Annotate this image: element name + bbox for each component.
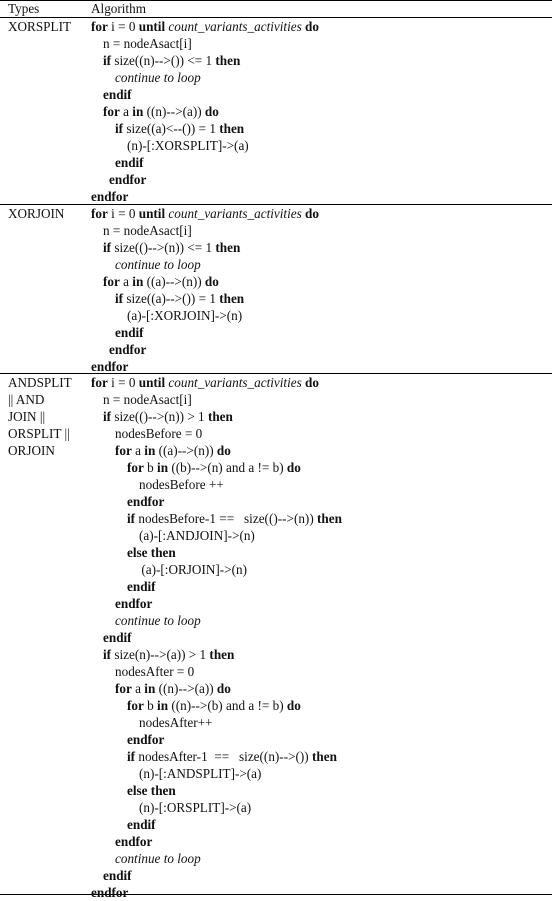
keyword: until <box>138 19 166 34</box>
keyword: in <box>132 104 144 119</box>
keyword: endfor <box>109 172 147 187</box>
header-types: Types <box>8 1 40 16</box>
keyword: for <box>115 681 132 696</box>
code-text: b <box>143 698 158 713</box>
algorithm-line <box>103 646 234 663</box>
algorithm-line <box>91 374 319 391</box>
algorithm-line <box>103 239 240 256</box>
algorithm-line <box>115 663 194 680</box>
code-text: (n)-[:XORSPLIT]->(a) <box>127 138 249 153</box>
keyword: if <box>103 240 112 255</box>
code-text: i = 0 <box>107 375 139 390</box>
keyword: then <box>215 240 241 255</box>
algorithm-line <box>103 391 192 408</box>
code-text: i = 0 <box>107 19 139 34</box>
keyword: endfor <box>115 596 153 611</box>
italic-text: continue to loop <box>115 613 201 628</box>
code-text: a <box>119 274 133 289</box>
code-text: nodesAfter = 0 <box>115 664 195 679</box>
keyword: do <box>204 104 219 119</box>
code-text: size(n)-->(a)) > 1 <box>111 647 210 662</box>
algorithm-line <box>139 476 224 493</box>
algorithm-line <box>127 493 164 510</box>
code-text: ((n)-->(b) and a != b) <box>168 698 287 713</box>
algorithm-line <box>103 86 132 103</box>
table-top-rule <box>0 0 552 1</box>
keyword: else then <box>127 545 176 560</box>
keyword: endif <box>103 630 132 645</box>
code-text: a <box>119 104 133 119</box>
keyword: if <box>103 53 112 68</box>
algorithm-line <box>115 833 152 850</box>
keyword: else then <box>127 783 176 798</box>
keyword: in <box>144 681 156 696</box>
keyword: for <box>127 698 144 713</box>
keyword: endfor <box>115 834 153 849</box>
italic-text: continue to loop <box>115 851 201 866</box>
keyword: for <box>115 443 132 458</box>
code-text: (a)-[:XORJOIN]->(n) <box>127 308 243 323</box>
keyword: if <box>103 647 112 662</box>
code-text: size(()-->(n)) > 1 <box>111 409 208 424</box>
algorithm-line <box>139 799 251 816</box>
type-label-line: XORJOIN <box>8 206 65 221</box>
code-text: nodesBefore = 0 <box>115 426 203 441</box>
algorithm-line <box>127 510 342 527</box>
keyword: for <box>91 206 108 221</box>
keyword: in <box>157 460 169 475</box>
algorithm-line <box>115 324 144 341</box>
keyword: if <box>127 511 136 526</box>
algorithm-line <box>109 341 146 358</box>
type-label-line: JOIN || <box>8 409 46 424</box>
code-text: a <box>131 681 145 696</box>
keyword: if <box>115 121 124 136</box>
keyword: then <box>317 511 342 526</box>
keyword: endif <box>103 87 132 102</box>
code-text: (n)-[:ANDSPLIT]->(a) <box>139 766 262 781</box>
header-algorithm: Algorithm <box>91 1 146 16</box>
code-text: a <box>131 443 145 458</box>
type-label-line: ANDSPLIT <box>8 375 72 390</box>
type-label-line: ORJOIN <box>8 443 55 458</box>
algorithm-line <box>127 544 176 561</box>
keyword: endif <box>127 817 156 832</box>
keyword: do <box>286 460 301 475</box>
algorithm-line <box>127 307 242 324</box>
code-text: nodesBefore-1 == size(()-->(n)) <box>135 511 318 526</box>
code-text: size((n)-->()) <= 1 <box>111 53 216 68</box>
algorithm-line <box>115 680 231 697</box>
keyword: for <box>91 375 108 390</box>
algorithm-line <box>91 188 128 205</box>
algorithm-line <box>115 425 202 442</box>
algorithm-line <box>103 35 192 52</box>
keyword: until <box>138 375 166 390</box>
code-text: i = 0 <box>107 206 139 221</box>
algorithm-line <box>91 358 128 375</box>
algorithm-line <box>127 137 249 154</box>
row-type-xorjoin <box>8 205 64 222</box>
code-text: size(()-->(n)) <= 1 <box>111 240 216 255</box>
keyword: do <box>305 19 319 34</box>
algorithm-line <box>141 561 247 578</box>
keyword: endfor <box>127 732 165 747</box>
algorithm-line <box>115 120 244 137</box>
keyword: then <box>215 53 241 68</box>
algorithm-line <box>103 222 192 239</box>
keyword: for <box>103 104 120 119</box>
algorithm-line <box>103 52 240 69</box>
keyword: then <box>207 409 233 424</box>
algorithm-line <box>127 578 156 595</box>
code-text: size((a)<--()) = 1 <box>123 121 220 136</box>
algorithm-line <box>103 273 219 290</box>
algorithm-line <box>139 714 212 731</box>
algorithm-line <box>115 612 201 629</box>
keyword: endif <box>115 155 144 170</box>
keyword: endfor <box>91 359 129 374</box>
keyword: then <box>209 647 235 662</box>
keyword: for <box>127 460 144 475</box>
keyword: then <box>219 121 245 136</box>
keyword: in <box>157 698 169 713</box>
algorithm-line <box>115 850 201 867</box>
code-text: (a)-[:ORJOIN]->(n) <box>141 562 247 577</box>
algorithm-line <box>127 748 337 765</box>
italic-text: count_variants_activities <box>168 206 302 221</box>
keyword: endfor <box>109 342 147 357</box>
keyword: in <box>144 443 156 458</box>
italic-text: count_variants_activities <box>168 375 302 390</box>
algorithm-line <box>115 595 152 612</box>
keyword: do <box>204 274 219 289</box>
keyword: endif <box>115 325 144 340</box>
keyword: if <box>103 409 112 424</box>
italic-text: continue to loop <box>115 257 201 272</box>
keyword: if <box>127 749 136 764</box>
algorithm-line <box>127 459 301 476</box>
algorithm-line <box>115 256 201 273</box>
code-text: n = nodeAsact[i] <box>103 36 192 51</box>
keyword: do <box>216 681 231 696</box>
algorithm-line <box>139 527 255 544</box>
keyword: for <box>91 19 108 34</box>
code-text: (a)-[:ANDJOIN]->(n) <box>139 528 255 543</box>
keyword: do <box>305 206 319 221</box>
algorithm-line <box>127 697 301 714</box>
code-text: ((a)-->(n)) <box>143 274 205 289</box>
algorithm-line <box>115 69 201 86</box>
keyword: do <box>305 375 319 390</box>
code-text: nodesBefore ++ <box>139 477 224 492</box>
keyword: endfor <box>127 494 165 509</box>
type-label-line: || AND <box>8 392 45 407</box>
keyword: do <box>216 443 231 458</box>
algorithm-line <box>103 629 132 646</box>
algorithm-line <box>115 442 231 459</box>
code-text: ((n)-->(a)) <box>143 104 205 119</box>
italic-text: count_variants_activities <box>168 19 302 34</box>
algorithm-line <box>127 816 156 833</box>
algorithm-line <box>91 18 319 35</box>
code-text: n = nodeAsact[i] <box>103 392 192 407</box>
algorithm-line <box>127 782 176 799</box>
keyword: endfor <box>91 885 129 900</box>
keyword: until <box>138 206 166 221</box>
italic-text: continue to loop <box>115 70 201 85</box>
code-text: ((a)-->(n)) <box>155 443 217 458</box>
algorithm-line <box>103 103 219 120</box>
algorithm-line <box>109 171 146 188</box>
code-text: nodesAfter++ <box>139 715 213 730</box>
keyword: do <box>286 698 301 713</box>
keyword: then <box>312 749 337 764</box>
type-label-line: ORSPLIT || <box>8 426 70 441</box>
keyword: for <box>103 274 120 289</box>
keyword: if <box>115 291 124 306</box>
algorithm-line <box>103 867 132 884</box>
keyword: endif <box>127 579 156 594</box>
code-text: nodesAfter-1 == size((n)-->()) <box>135 749 312 764</box>
keyword: in <box>132 274 144 289</box>
code-text: n = nodeAsact[i] <box>103 223 192 238</box>
algorithm-line <box>91 884 128 901</box>
code-text: ((b)-->(n) and a != b) <box>168 460 287 475</box>
code-text: (n)-[:ORSPLIT]->(a) <box>139 800 252 815</box>
keyword: endif <box>103 868 132 883</box>
code-text: b <box>143 460 158 475</box>
algorithm-line <box>103 408 233 425</box>
keyword: endfor <box>91 189 129 204</box>
algorithm-line <box>115 154 144 171</box>
algorithm-line <box>115 290 244 307</box>
table-bottom-rule <box>0 894 552 895</box>
algorithm-line <box>91 205 319 222</box>
algorithm-line <box>127 731 164 748</box>
code-text: ((n)-->(a)) <box>155 681 217 696</box>
code-text: size((a)-->()) = 1 <box>123 291 220 306</box>
row-type-andsplit-andjoin-orsplit-orjoin <box>8 374 72 459</box>
row-type-xorsplit <box>8 18 71 35</box>
algorithm-line <box>139 765 261 782</box>
keyword: then <box>219 291 245 306</box>
type-label-line: XORSPLIT <box>8 19 72 34</box>
